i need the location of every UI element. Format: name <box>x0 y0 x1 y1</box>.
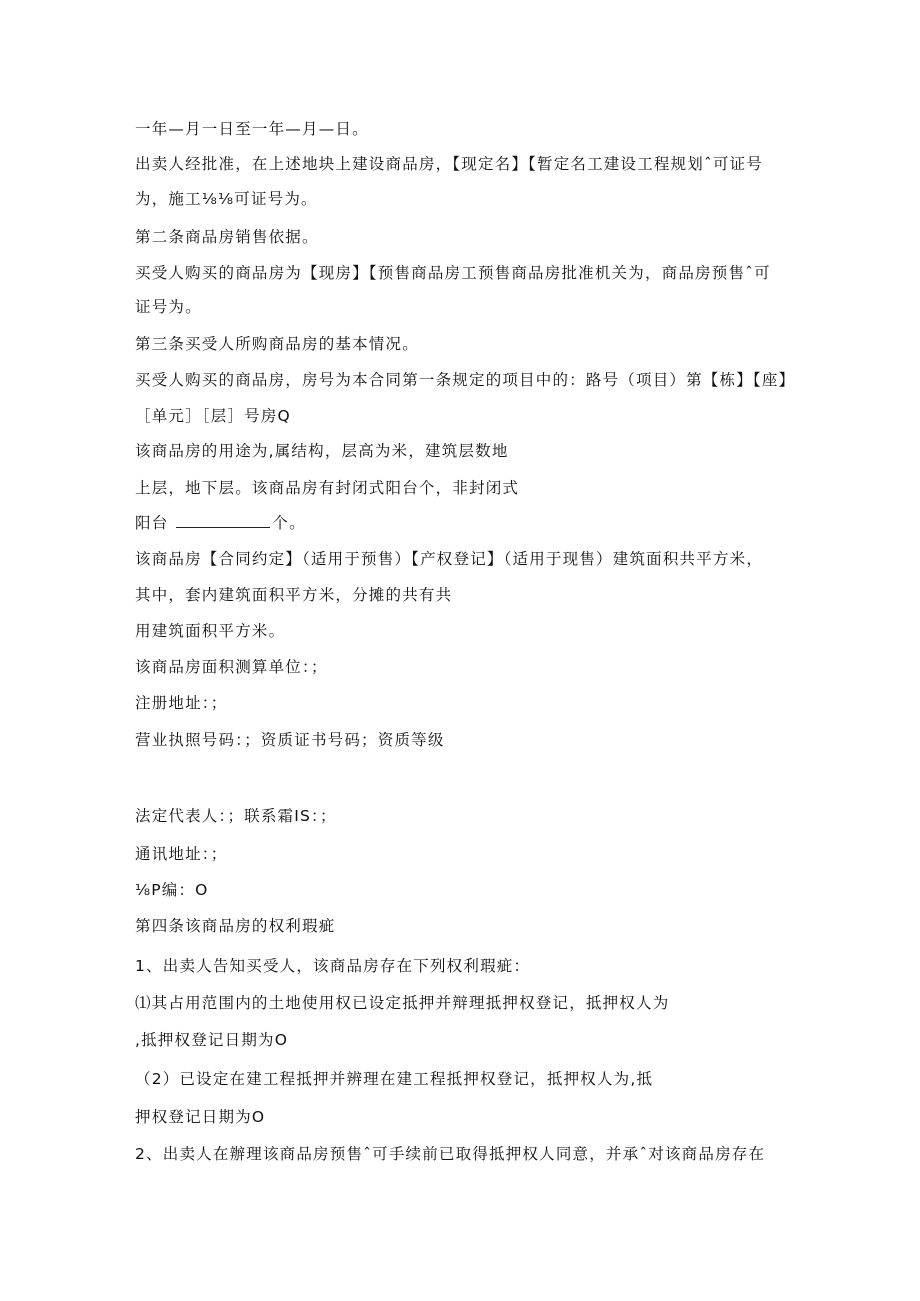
text-line: 注册地址：； <box>135 694 228 712</box>
text-line: 该商品房面积测算单位：； <box>135 658 328 676</box>
text-line: 证号为。 <box>135 298 202 316</box>
text-fragment: 个。 <box>272 514 306 532</box>
text-line: 买受人购买的商品房，房号为本合同第一条规定的项目中的：路号（项目）第【栋】【座】 <box>135 371 796 389</box>
text-line: 为，施工⅛⅛可证号为。 <box>135 190 318 208</box>
text-line: ⅛P编：O <box>135 881 209 899</box>
text-line: 1、出卖人告知买受人，该商品房存在下列权利瑕疵： <box>135 957 531 975</box>
text-line: 上层，地下层。该商品房有封闭式阳台个，非封闭式 <box>135 479 520 497</box>
text-line: 出卖人经批准，在上述地块上建设商品房，【现定名】【暂定名工建设工程规划ˆ可证号 <box>135 155 764 173</box>
text-line: 法定代表人：；联系霜IS：； <box>135 807 337 825</box>
section-heading: 第三条买受人所购商品房的基本情况。 <box>135 335 419 353</box>
text-line: 用建筑面积平方米。 <box>135 622 286 640</box>
text-line: 其中，套内建筑面积平方米，分摊的共有共 <box>135 586 453 604</box>
text-line: 该商品房【合同约定】（适用于预售）【产权登记】（适用于现售）建筑面积共平方米， <box>135 550 764 568</box>
text-line: 营业执照号码：；资质证书号码；资质等级 <box>135 731 445 749</box>
section-heading: 第四条该商品房的权利瑕疵 <box>135 917 336 935</box>
fill-in-blank <box>176 513 270 528</box>
text-line: ［单元］［层］号房Q <box>135 407 291 425</box>
text-line-with-blank <box>135 512 306 534</box>
text-fragment: 阳台 <box>135 514 169 532</box>
text-line: 通讯地址：； <box>135 845 228 863</box>
text-line: ,抵押权登记日期为O <box>135 1031 289 1049</box>
text-line: ⑴其占用范围内的土地使用权已设定抵押并辩理抵押权登记，抵押权人为 <box>135 994 670 1012</box>
text-line: 2、出卖人在辦理该商品房预售ˆ可手续前已取得抵押权人同意，并承ˆ对该商品房存在 <box>135 1145 766 1163</box>
text-line: 一年—月一日至一年—月—日。 <box>135 120 369 138</box>
text-line: （2）已设定在建工程抵押并辨理在建工程抵押权登记，抵押权人为,抵 <box>135 1070 654 1088</box>
section-heading: 第二条商品房销售依据。 <box>135 228 319 246</box>
text-line: 押权登记日期为O <box>135 1108 266 1126</box>
text-line: 该商品房的用途为,属结构，层高为米，建筑层数地 <box>135 442 509 460</box>
text-line: 买受人购买的商品房为【现房】【预售商品房工预售商品房批准机关为，商品房预售ˆ可 <box>135 264 771 282</box>
